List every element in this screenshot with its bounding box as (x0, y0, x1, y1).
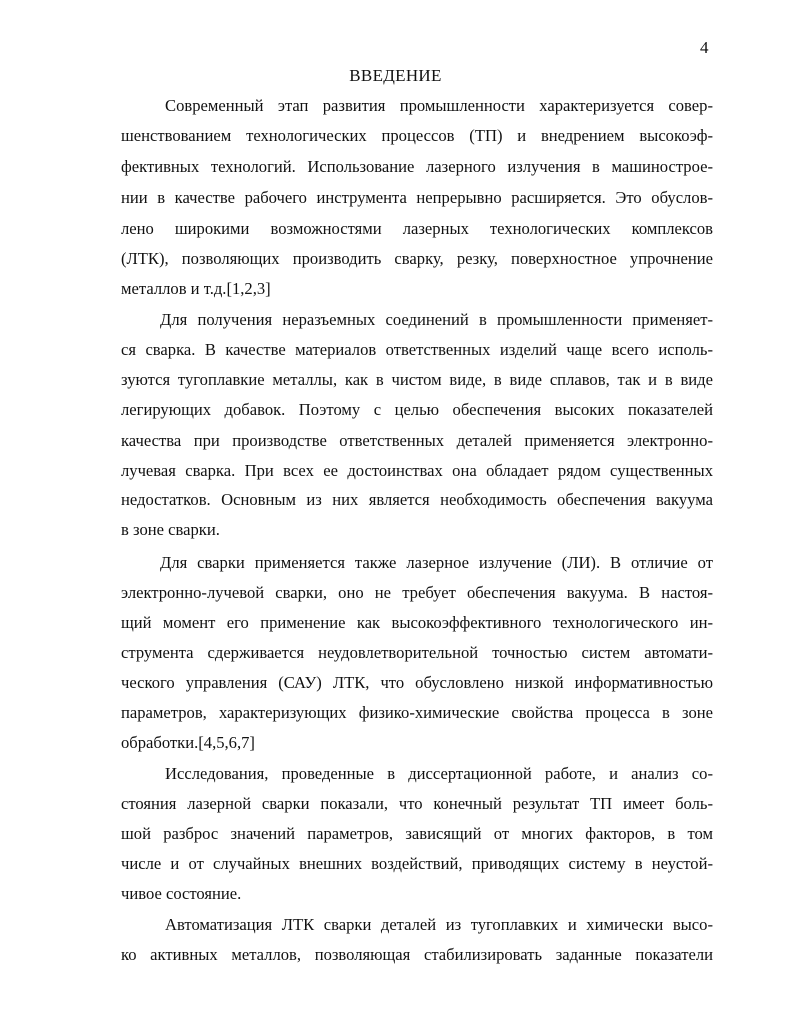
text-line: ко активных металлов, позволяющая стабилизировать заданные показатели (121, 945, 713, 964)
text-line: лучевая сварка. При всех ее достоинствах она обладает рядом существенных (121, 461, 713, 480)
text-line: параметров, характеризующих физико-химические свойства процесса в зоне (121, 703, 713, 722)
text-line: Исследования, проведенные в диссертационной работе, и анализ со- (165, 764, 713, 783)
text-line: числе и от случайных внешних воздействий, приводящих систему в неустой- (121, 854, 713, 873)
text-line: металлов и т.д.[1,2,3] (121, 279, 271, 298)
page-title: ВВЕДЕНИЕ (349, 66, 442, 85)
text-line: щий момент его применение как высокоэффективного технологического ин- (121, 613, 713, 632)
text-line: струмента сдерживается неудовлетворительной точностью систем автомати- (121, 643, 713, 662)
text-line: шой разброс значений параметров, зависящий от многих факторов, в том (121, 824, 713, 843)
page-number: 4 (700, 38, 709, 57)
text-line: Автоматизация ЛТК сварки деталей из тугоплавких и химически высо- (165, 915, 713, 934)
text-line: лено широкими возможностями лазерных технологических комплексов (121, 219, 713, 238)
text-line: ся сварка. В качестве материалов ответственных изделий чаще всего исполь- (121, 340, 713, 359)
text-line: шенствованием технологических процессов (ТП) и внедрением высокоэф- (121, 126, 713, 145)
text-line: Для сварки применяется также лазерное излучение (ЛИ). В отличие от (160, 553, 713, 572)
text-line: качества при производстве ответственных деталей применяется электронно- (121, 431, 713, 450)
text-line: обработки.[4,5,6,7] (121, 733, 255, 752)
text-line: зуются тугоплавкие металлы, как в чистом виде, в виде сплавов, так и в виде (121, 370, 713, 389)
text-line: Современный этап развития промышленности характеризуется совер- (165, 96, 713, 115)
text-line: ческого управления (САУ) ЛТК, что обусловлено низкой информативностью (121, 673, 713, 692)
text-line: электронно-лучевой сварки, оно не требует обеспечения вакуума. В настоя- (121, 583, 713, 602)
text-line: стояния лазерной сварки показали, что конечный результат ТП имеет боль- (121, 794, 713, 813)
text-line: нии в качестве рабочего инструмента непрерывно расширяется. Это обуслов- (121, 188, 713, 207)
text-line: фективных технологий. Использование лазерного излучения в машинострое- (121, 157, 713, 176)
text-line: (ЛТК), позволяющих производить сварку, резку, поверхностное упрочнение (121, 249, 713, 268)
text-line: в зоне сварки. (121, 520, 220, 539)
text-line: недостатков. Основным из них является необходимость обеспечения вакуума (121, 490, 713, 509)
text-line: чивое состояние. (121, 884, 242, 903)
text-line: легирующих добавок. Поэтому с целью обеспечения высоких показателей (121, 400, 713, 419)
text-line: Для получения неразъемных соединений в промышленности применяет- (160, 310, 713, 329)
